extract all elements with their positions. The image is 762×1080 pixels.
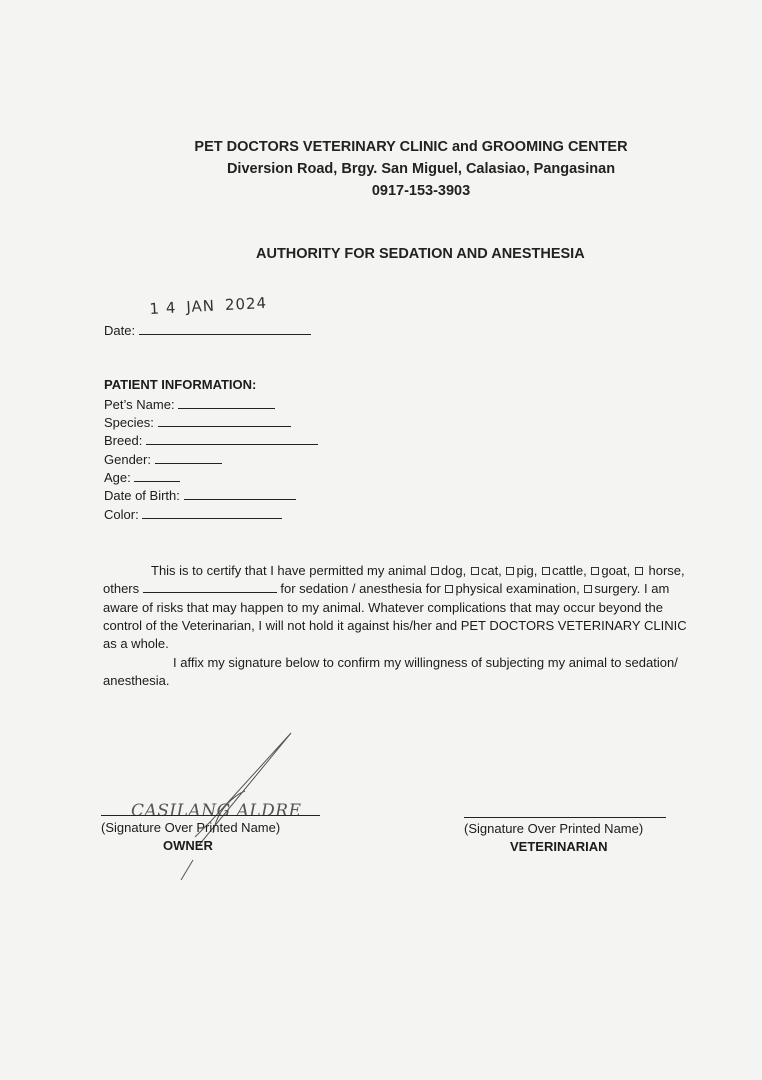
clinic-address: Diversion Road, Brgy. San Miguel, Calasiao, Pangasinan xyxy=(226,161,616,177)
for-sedation-text: for sedation / anesthesia for xyxy=(280,581,441,597)
stamp-day: 1 4 xyxy=(149,298,177,318)
goat-checkbox[interactable] xyxy=(591,567,599,575)
stamp-year: 2024 xyxy=(224,293,268,315)
others-line[interactable] xyxy=(143,581,277,593)
age-label: Age: xyxy=(104,470,131,485)
patient-info-heading: PATIENT INFORMATION: xyxy=(104,377,257,392)
pets-name-line[interactable] xyxy=(178,396,275,409)
owner-role: OWNER xyxy=(163,838,213,853)
affix-text: I affix my signature below to confirm my willingness of subjecting my animal to sedation/ anesthesia. xyxy=(103,655,678,689)
gender-field[interactable] xyxy=(104,451,222,467)
vet-signature-line[interactable] xyxy=(464,817,666,818)
vet-role: VETERINARIAN xyxy=(510,839,608,854)
age-field[interactable] xyxy=(104,469,180,485)
dog-checkbox[interactable] xyxy=(431,567,439,575)
cattle-label: cattle, xyxy=(552,563,587,578)
clinic-phone: 0917-153-3903 xyxy=(371,183,471,199)
dob-label: Date of Birth: xyxy=(104,488,180,503)
date-field[interactable] xyxy=(104,322,311,338)
owner-handwritten-name: CASILANG ALDRE xyxy=(131,801,302,821)
physical-exam-label: physical examination, xyxy=(455,581,580,597)
cat-checkbox[interactable] xyxy=(471,567,479,575)
physical-exam-checkbox[interactable] xyxy=(445,585,453,593)
gender-line[interactable] xyxy=(155,451,222,464)
pets-name-label: Pet’s Name: xyxy=(104,397,175,412)
clinic-name: PET DOCTORS VETERINARY CLINIC and GROOMING CENTER xyxy=(194,139,628,155)
date-line[interactable] xyxy=(139,322,311,335)
color-line[interactable] xyxy=(142,506,282,519)
breed-label: Breed: xyxy=(104,433,143,448)
pets-name-field[interactable] xyxy=(104,396,275,412)
date-stamp xyxy=(149,293,277,318)
horse-others-label: horse, others xyxy=(103,563,685,597)
consent-paragraph xyxy=(103,562,703,653)
color-field[interactable] xyxy=(104,506,282,522)
horse-checkbox[interactable] xyxy=(635,567,643,575)
gender-label: Gender: xyxy=(104,452,151,467)
owner-signature-caption: (Signature Over Printed Name) xyxy=(101,820,281,835)
breed-field[interactable] xyxy=(104,432,318,448)
species-field[interactable] xyxy=(104,414,291,430)
surgery-label: surgery. xyxy=(594,581,641,597)
dog-label: dog, xyxy=(440,563,467,578)
breed-line[interactable] xyxy=(146,432,318,445)
species-label: Species: xyxy=(104,415,154,430)
surgery-checkbox[interactable] xyxy=(584,585,592,593)
stamp-month: JAN xyxy=(185,296,216,317)
affix-paragraph xyxy=(103,654,703,691)
consent-text-1: This is to certify that I have permitted my animal xyxy=(151,563,427,578)
vet-signature-caption: (Signature Over Printed Name) xyxy=(464,821,644,836)
date-label: Date: xyxy=(104,323,136,338)
dob-line[interactable] xyxy=(184,487,296,500)
age-line[interactable] xyxy=(134,469,180,482)
pig-label: pig, xyxy=(516,563,538,578)
owner-signature-line[interactable] xyxy=(101,815,320,816)
species-line[interactable] xyxy=(158,414,291,427)
goat-label: goat, xyxy=(601,563,631,578)
dob-field[interactable] xyxy=(104,487,296,503)
color-label: Color: xyxy=(104,507,139,522)
cat-label: cat, xyxy=(480,563,502,578)
pig-checkbox[interactable] xyxy=(506,567,514,575)
consent-text-2: I am aware of risks that may happen to my animal. Whatever complications that may occur beyond the control of the Veterinarian, I will not hold it against his/her and PET DOCTORS VETERINARY CLINIC as a whole. xyxy=(103,581,687,652)
owner-signature-scribble xyxy=(95,725,335,885)
form-title: AUTHORITY FOR SEDATION AND ANESTHESIA xyxy=(256,246,585,262)
cattle-checkbox[interactable] xyxy=(542,567,550,575)
